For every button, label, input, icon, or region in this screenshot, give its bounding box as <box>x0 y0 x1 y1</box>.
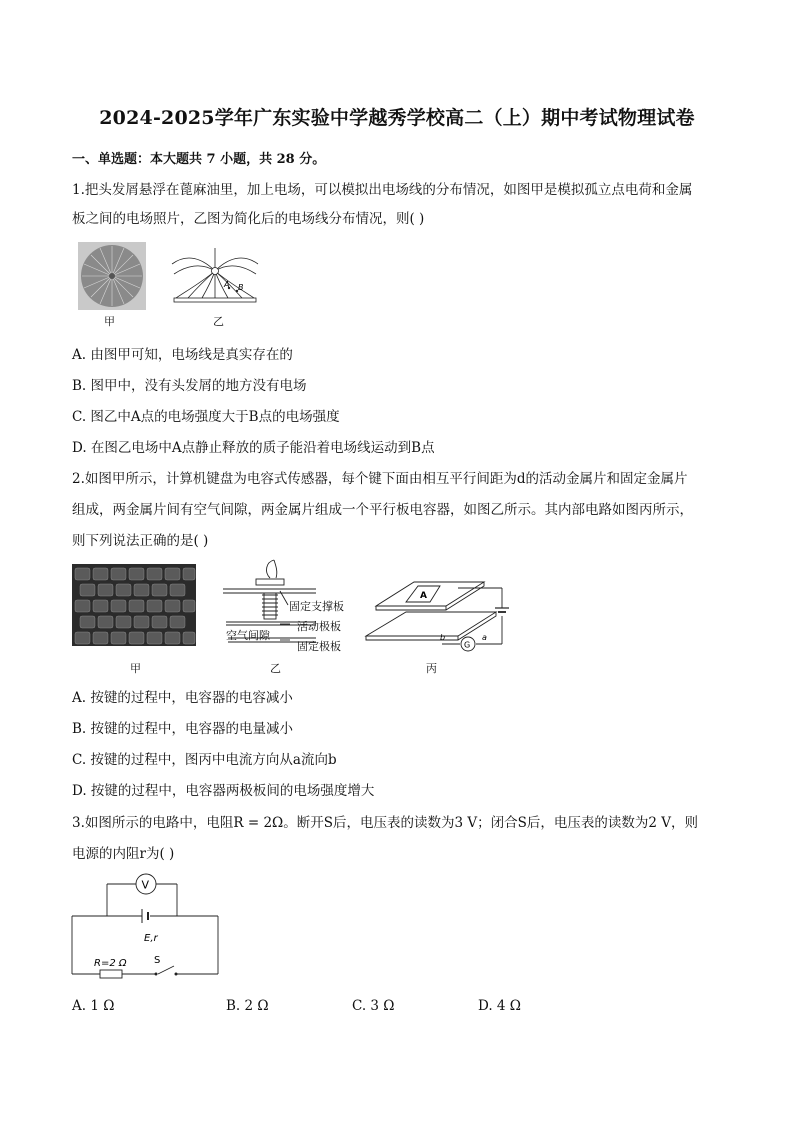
q2-stem-line2: 组成，两金属片间有空气间隙，两金属片组成一个平行板电容器，如图乙所示。其内部电路如图丙所示， <box>72 502 693 518</box>
q2-label-fixed-support: 固定支撑板 <box>289 600 344 613</box>
q2-stem-line3: 则下列说法正确的是( ) <box>72 533 209 549</box>
q2-option-a[interactable]: A. 按键的过程中，电容器的电容减小 <box>72 690 293 706</box>
q3-option-b[interactable]: B. 2 Ω <box>226 998 269 1014</box>
q2-label-G: G <box>464 640 471 650</box>
page-title: 2024-2025学年广东实验中学越秀学校高二（上）期中考试物理试卷 <box>99 107 695 129</box>
q1-photo-jia <box>78 242 146 310</box>
q3-option-c[interactable]: C. 3 Ω <box>352 998 395 1014</box>
q2-option-b[interactable]: B. 按键的过程中，电容器的电量减小 <box>72 721 294 737</box>
q1-option-d[interactable]: D. 在图乙电场中A点静止释放的质子能沿着电场线运动到B点 <box>72 440 435 456</box>
q1-option-c[interactable]: C. 图乙中A点的电场强度大于B点的电场强度 <box>72 409 340 425</box>
q1-option-b[interactable]: B. 图甲中，没有头发屑的地方没有电场 <box>72 378 307 394</box>
q3-option-a[interactable]: A. 1 Ω <box>72 998 115 1014</box>
q1-diagram-yi <box>168 244 262 310</box>
q1-stem-line2: 板之间的电场照片，乙图为简化后的电场线分布情况，则( ) <box>72 211 425 227</box>
q2-label-fixed-plate: 固定极板 <box>297 640 341 653</box>
q3-voltmeter-label: V <box>141 878 150 892</box>
q1-stem-line1: 1.把头发屑悬浮在蓖麻油里，加上电场，可以模拟出电场线的分布情况，如图甲是模拟孤立点电荷和金属 <box>72 182 693 198</box>
q2-option-d[interactable]: D. 按键的过程中，电容器两极板间的电场强度增大 <box>72 783 375 799</box>
q2-label-A: A <box>420 591 427 601</box>
q1-label-B: B <box>238 283 244 292</box>
q3-option-d[interactable]: D. 4 Ω <box>478 998 521 1014</box>
q3-stem-line2: 电源的内阻r为( ) <box>72 846 175 862</box>
q2-option-c[interactable]: C. 按键的过程中，图丙中电流方向从a流向b <box>72 752 337 768</box>
q3-label-R: R=2 Ω <box>94 958 127 969</box>
q1-caption-jia: 甲 <box>104 315 115 328</box>
q2-caption-yi: 乙 <box>270 662 281 675</box>
q2-caption-jia: 甲 <box>130 662 141 675</box>
q2-stem-line1: 2.如图甲所示，计算机键盘为电容式传感器，每个键下面由相互平行间距为d的活动金属片和固定金属片 <box>72 471 688 487</box>
q2-label-air-gap: 空气间隙 <box>226 629 270 642</box>
q1-option-a[interactable]: A. 由图甲可知，电场线是真实存在的 <box>72 347 293 363</box>
q1-label-A: A <box>224 280 230 289</box>
q3-circuit-diagram <box>70 868 220 982</box>
q3-stem-line1: 3.如图所示的电路中，电阻R = 2Ω。断开S后，电压表的读数为3 V；闭合S后，电压表的读数为2 V，则 <box>72 815 698 831</box>
q2-label-moving-plate: 活动极板 <box>297 620 341 633</box>
q2-caption-bing: 丙 <box>426 662 437 675</box>
q2-capacitor-circuit <box>362 570 512 656</box>
q3-label-S: S <box>154 955 161 966</box>
q2-label-a: a <box>482 633 487 642</box>
q2-label-b: b <box>440 633 446 642</box>
q3-label-Er: E,r <box>144 933 158 944</box>
q2-keyboard-photo <box>72 564 196 646</box>
section-heading: 一、单选题：本大题共 7 小题，共 28 分。 <box>72 152 326 167</box>
q1-caption-yi: 乙 <box>213 315 224 328</box>
